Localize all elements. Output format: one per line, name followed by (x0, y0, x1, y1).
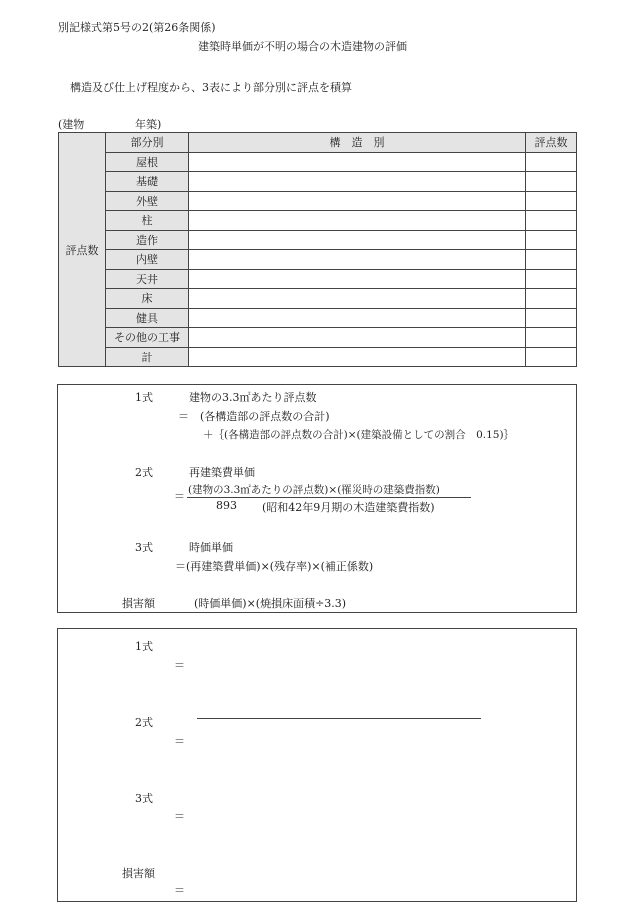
damage-label: 損害額 (122, 597, 155, 610)
score-cell[interactable] (526, 191, 577, 211)
row-label: 柱 (106, 211, 189, 231)
formula-2-label: 2式 (135, 466, 153, 479)
evaluation-table (58, 132, 577, 367)
built-year-label: 年築) (135, 118, 162, 131)
formula-3-label: 3式 (135, 541, 153, 554)
score-cell[interactable] (526, 172, 577, 192)
fraction-bar (187, 497, 471, 498)
calc-damage-eq: ＝ (174, 884, 185, 897)
building-label: (建物 (58, 118, 85, 131)
row-label: 屋根 (106, 152, 189, 172)
table-row (59, 250, 577, 270)
score-cell[interactable] (526, 347, 577, 367)
calc-damage-label: 損害額 (122, 867, 155, 880)
score-cell[interactable] (526, 152, 577, 172)
formula-3-title: 時価単価 (189, 541, 233, 554)
instruction-text: 構造及び仕上げ程度から、3表により部分別に評点を積算 (70, 81, 352, 94)
formula-1-line2: ＋｛(各構造部の評点数の合計)×(建築設備としての割合 0.15)｝ (203, 429, 515, 441)
table-row (59, 211, 577, 231)
table-row (59, 152, 577, 172)
score-cell[interactable] (526, 211, 577, 231)
formula-2-numerator: (建物の3.3㎡あたりの評点数)×(罹災時の建築費指数) (188, 484, 440, 496)
structure-cell[interactable] (189, 308, 526, 328)
calc-2-label: 2式 (135, 716, 153, 729)
structure-cell[interactable] (189, 191, 526, 211)
structure-cell[interactable] (189, 328, 526, 348)
formula-1-line1: ＝ (各構造部の評点数の合計) (178, 410, 330, 423)
row-label: その他の工事 (106, 328, 189, 348)
table-row (59, 328, 577, 348)
row-label: 外壁 (106, 191, 189, 211)
score-cell[interactable] (526, 289, 577, 309)
calc-1-label: 1式 (135, 640, 153, 653)
structure-cell[interactable] (189, 269, 526, 289)
structure-cell[interactable] (189, 152, 526, 172)
row-label: 健具 (106, 308, 189, 328)
structure-cell[interactable] (189, 250, 526, 270)
score-cell[interactable] (526, 328, 577, 348)
table-row (59, 230, 577, 250)
structure-cell[interactable] (189, 172, 526, 192)
formula-2-title: 再建築費単価 (189, 466, 255, 479)
score-cell[interactable] (526, 230, 577, 250)
structure-cell[interactable] (189, 347, 526, 367)
calc-3-eq: ＝ (174, 810, 185, 823)
row-label: 計 (106, 347, 189, 367)
structure-cell[interactable] (189, 289, 526, 309)
structure-cell[interactable] (189, 211, 526, 231)
formula-2-eq: ＝ (174, 490, 185, 503)
calculation-box (57, 628, 577, 902)
calc-3-label: 3式 (135, 792, 153, 805)
table-row (59, 308, 577, 328)
formula-2-denominator-value: 893 (216, 499, 237, 512)
formula-2-denominator-text: (昭和42年9月期の木造建築費指数) (262, 501, 435, 514)
formula-1-title: 建物の3.3㎡あたり評点数 (189, 391, 317, 404)
table-row (59, 289, 577, 309)
header-structure: 構 造 別 (189, 133, 526, 153)
score-cell[interactable] (526, 269, 577, 289)
formula-3-line1: ＝(再建築費単価)×(残存率)×(補正係数) (175, 560, 374, 573)
score-cell[interactable] (526, 250, 577, 270)
calc-1-eq: ＝ (174, 659, 185, 672)
table-row (59, 172, 577, 192)
table-header-row (59, 133, 577, 153)
calc-fraction-bar[interactable] (197, 718, 481, 719)
form-number: 別記様式第5号の2(第26条関係) (58, 21, 216, 34)
row-label: 天井 (106, 269, 189, 289)
row-label: 床 (106, 289, 189, 309)
header-score: 評点数 (526, 133, 577, 153)
structure-cell[interactable] (189, 230, 526, 250)
row-label: 基礎 (106, 172, 189, 192)
calc-2-eq: ＝ (174, 735, 185, 748)
row-label: 内壁 (106, 250, 189, 270)
header-part: 部分別 (106, 133, 189, 153)
table-row (59, 269, 577, 289)
page-title: 建築時単価が不明の場合の木造建物の評価 (198, 40, 407, 53)
score-cell[interactable] (526, 308, 577, 328)
damage-formula: (時価単価)×(焼損床面積÷3.3) (194, 597, 347, 610)
score-group-label: 評点数 (59, 133, 106, 367)
table-row (59, 191, 577, 211)
formula-1-label: 1式 (135, 391, 153, 404)
table-row-total (59, 347, 577, 367)
row-label: 造作 (106, 230, 189, 250)
